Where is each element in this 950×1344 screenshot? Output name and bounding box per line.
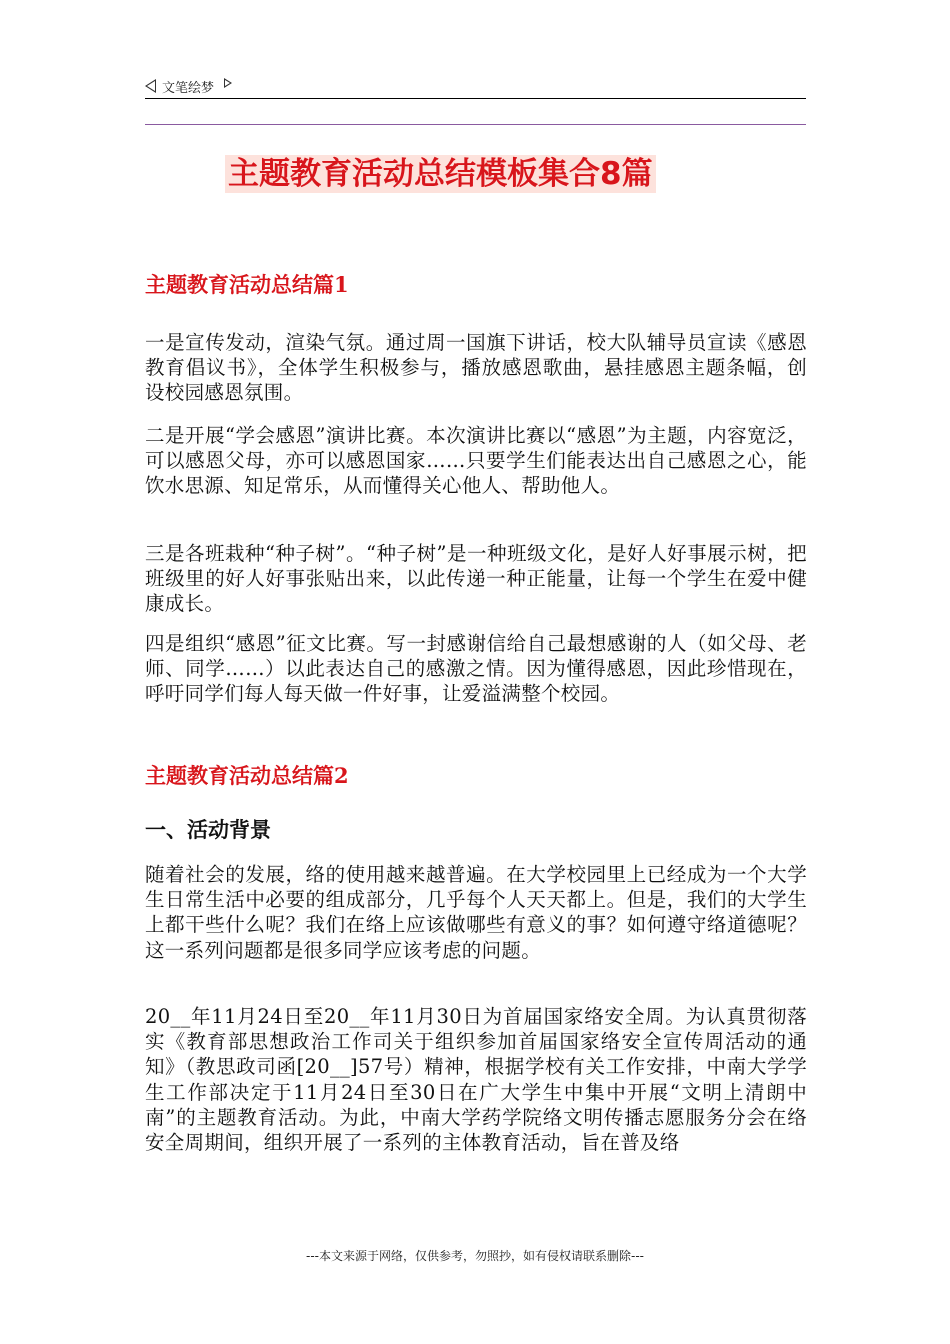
document-title: 主题教育活动总结模板集合8篇	[225, 155, 656, 193]
subsection-heading: 一、活动背景	[145, 818, 271, 842]
page-header	[145, 74, 805, 98]
page-footer: ---本文来源于网络，仅供参考，勿照抄，如有侵权请联系删除---	[306, 1249, 644, 1263]
paragraph: 随着社会的发展，络的使用越来越普遍。在大学校园里上已经成为一个大学生日常生活中必要的组成部分，几乎每个人天天都上。但是，我们的大学生上都干些什么呢？我们在络上应该做哪些有意义的事？如何遵守络道德呢？这一系列问题都是很多同学应该考虑的问题。	[145, 863, 807, 962]
section-heading-2: 主题教育活动总结篇2	[145, 763, 349, 788]
paragraph: 三是各班栽种“种子树”。“种子树”是一种班级文化，是好人好事展示树，把班级里的好人好事张贴出来，以此传递一种正能量，让每一个学生在爱中健康成长。	[145, 542, 807, 616]
header-brand: 文笔绘梦	[162, 80, 215, 96]
triangle-right-icon	[224, 78, 232, 88]
paragraph: 四是组织“感恩”征文比赛。写一封感谢信给自己最想感谢的人（如父母、老师、同学……）以此表达自己的感激之情。因为懂得感恩，因此珍惜现在，呼吁同学们每人每天做一件好事，让爱溢满整个校园。	[145, 632, 807, 706]
triangle-left-icon	[145, 79, 156, 93]
section-heading-1: 主题教育活动总结篇1	[145, 272, 349, 297]
paragraph: 20__年11月24日至20__年11月30日为首届国家络安全周。为认真贯彻落实《教育部思想政治工作司关于组织参加首届国家络安全宣传周活动的通知》（教思政司函[20__]57号）精神，根据学校有关工作安排，中南大学学生工作部决定于11月24日至30日在广大学生中集中开展“文明上清朗中南”的主题教育活动。为此，中南大学药学院络文明传播志愿服务分会在络安全周期间，组织开展了一系列的主体教育活动，旨在普及络	[145, 1005, 807, 1155]
paragraph: 一是宣传发动，渲染气氛。通过周一国旗下讲话，校大队辅导员宣读《感恩教育倡议书》，全体学生积极参与，播放感恩歌曲，悬挂感恩主题条幅，创设校园感恩氛围。	[145, 331, 807, 405]
title-divider	[145, 124, 806, 125]
header-divider	[145, 98, 806, 99]
paragraph: 二是开展“学会感恩”演讲比赛。本次演讲比赛以“感恩”为主题，内容宽泛，可以感恩父母，亦可以感恩国家……只要学生们能表达出自己感恩之心，能饮水思源、知足常乐，从而懂得关心他人、帮助他人。	[145, 424, 807, 498]
